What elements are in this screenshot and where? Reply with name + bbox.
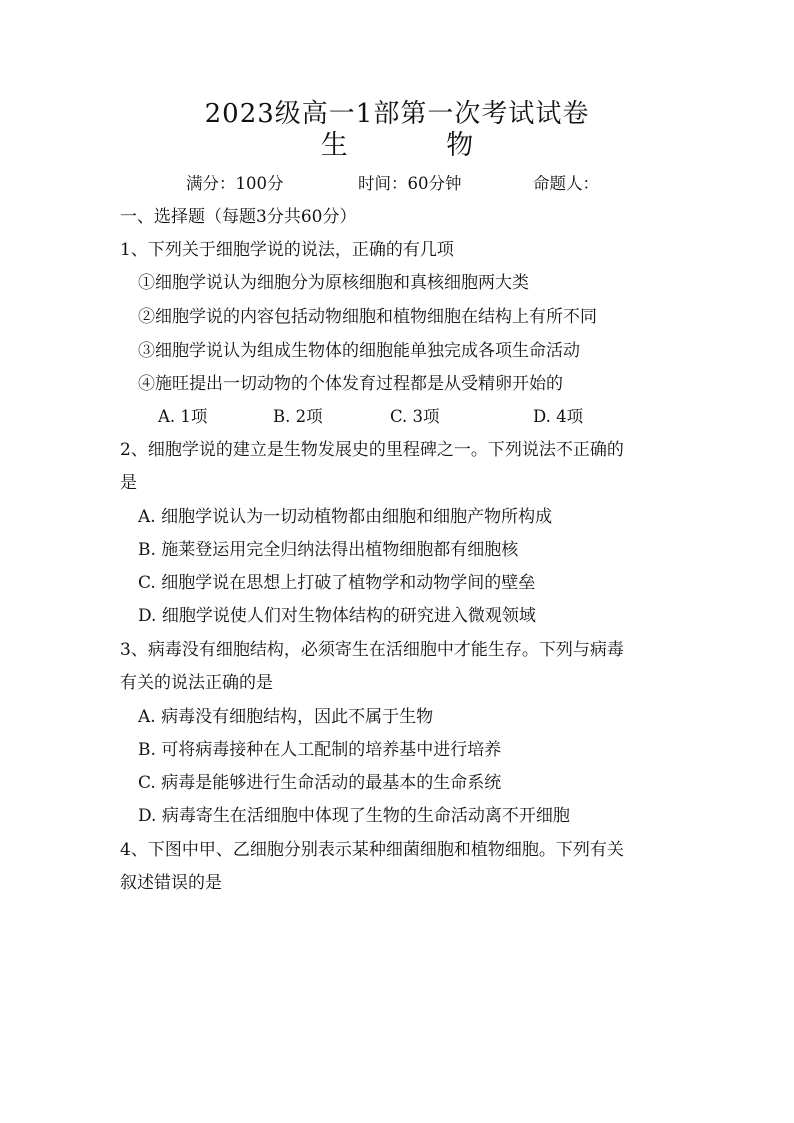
q1-option-d: D. 4项 — [533, 407, 584, 426]
q2-option-a: A. 细胞学说认为一切动植物都由细胞和细胞产物所构成 — [138, 507, 553, 527]
exam-title: 2023级高一1部第一次考试试卷 — [204, 99, 590, 129]
exam-subject: 生 物 — [320, 130, 474, 161]
q4-stem-line2: 叙述错误的是 — [120, 873, 222, 893]
q1-statement-2: ②细胞学说的内容包括动物细胞和植物细胞在结构上有所不同 — [138, 307, 597, 327]
q1-option-b: B. 2项 — [273, 407, 323, 426]
q2-option-d: D. 细胞学说使人们对生物体结构的研究进入微观领域 — [138, 606, 536, 626]
q2-stem-line2: 是 — [120, 473, 137, 493]
q3-stem-line2: 有关的说法正确的是 — [120, 673, 273, 693]
q1-option-c: C. 3项 — [390, 407, 440, 426]
q3-option-c: C. 病毒是能够进行生命活动的最基本的生命系统 — [138, 773, 502, 793]
q3-stem-line1: 3、病毒没有细胞结构，必须寄生在活细胞中才能生存。下列与病毒 — [120, 640, 624, 660]
q3-option-a: A. 病毒没有细胞结构，因此不属于生物 — [138, 707, 434, 727]
q1-statement-1: ①细胞学说认为细胞分为原核细胞和真核细胞两大类 — [138, 273, 529, 293]
q3-option-b: B. 可将病毒接种在人工配制的培养基中进行培养 — [138, 740, 502, 760]
q1-stem: 1、下列关于细胞学说的说法，正确的有几项 — [120, 240, 454, 260]
exam-author: 命题人： — [533, 174, 599, 193]
q2-stem-line1: 2、细胞学说的建立是生物发展史的里程碑之一。下列说法不正确的 — [120, 440, 624, 460]
q4-stem-line1: 4、下图中甲、乙细胞分别表示某种细菌细胞和植物细胞。下列有关 — [120, 840, 624, 860]
q2-option-c: C. 细胞学说在思想上打破了植物学和动物学间的壁垒 — [138, 573, 536, 593]
q3-option-d: D. 病毒寄生在活细胞中体现了生物的生命活动离不开细胞 — [138, 806, 570, 826]
exam-time: 时间：60分钟 — [358, 174, 462, 193]
q1-statement-3: ③细胞学说认为组成生物体的细胞能单独完成各项生命活动 — [138, 341, 580, 361]
section-heading: 一、选择题（每题3分共60分） — [120, 207, 357, 227]
q2-option-b: B. 施莱登运用完全归纳法得出植物细胞都有细胞核 — [138, 540, 519, 560]
full-score: 满分：100分 — [186, 174, 284, 193]
q1-statement-4: ④施旺提出一切动物的个体发育过程都是从受精卵开始的 — [138, 374, 563, 394]
q1-option-a: A. 1项 — [158, 407, 208, 426]
